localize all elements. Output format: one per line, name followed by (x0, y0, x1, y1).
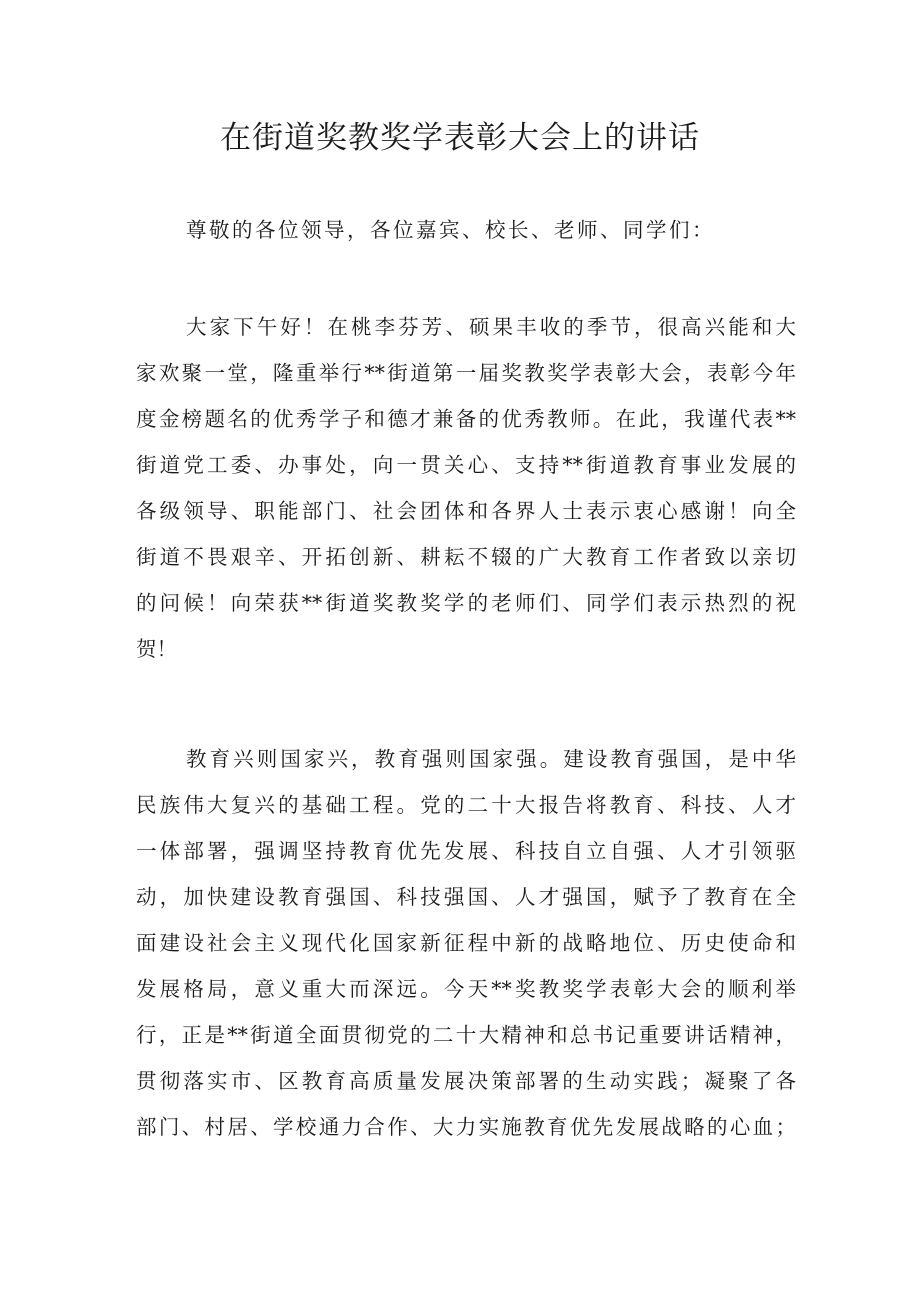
paragraph-1-line-8: 贺！ (136, 637, 177, 661)
paragraph-1-line-6: 街道不畏艰辛、开拓创新、耕耘不辍的广大教育工作者致以亲切 (136, 545, 796, 569)
paragraph-1-line-5: 各级领导、职能部门、社会团体和各界人士表示衷心感谢！向全 (136, 499, 796, 523)
paragraph-2-line-2: 民族伟大复兴的基础工程。党的二十大报告将教育、科技、人才 (136, 793, 796, 817)
paragraph-2-line-1: 教育兴则国家兴，教育强则国家强。建设教育强国，是中华 (186, 747, 796, 771)
paragraph-2-line-8: 贯彻落实市、区教育高质量发展决策部署的生动实践；凝聚了各 (136, 1069, 796, 1093)
paragraph-2-line-5: 面建设社会主义现代化国家新征程中新的战略地位、历史使命和 (136, 931, 796, 955)
document-title: 在街道奖教奖学表彰大会上的讲话 (220, 120, 700, 156)
paragraph-1-line-7: 的问候！向荣获**街道奖教奖学的老师们、同学们表示热烈的祝 (136, 591, 796, 615)
salutation: 尊敬的各位领导，各位嘉宾、校长、老师、同学们： (186, 218, 715, 242)
paragraph-1-line-1: 大家下午好！在桃李芬芳、硕果丰收的季节，很高兴能和大 (186, 315, 796, 339)
paragraph-2-line-6: 发展格局，意义重大而深远。今天**奖教奖学表彰大会的顺利举 (136, 977, 796, 1001)
paragraph-1-line-4: 街道党工委、办事处，向一贯关心、支持**街道教育事业发展的 (136, 453, 796, 477)
paragraph-1-line-3: 度金榜题名的优秀学子和德才兼备的优秀教师。在此，我谨代表** (136, 407, 796, 431)
paragraph-1-line-2: 家欢聚一堂，隆重举行**街道第一届奖教奖学表彰大会，表彰今年 (136, 361, 796, 385)
paragraph-2-line-4: 动，加快建设教育强国、科技强国、人才强国，赋予了教育在全 (136, 885, 796, 909)
paragraph-2-line-3: 一体部署，强调坚持教育优先发展、科技自立自强、人才引领驱 (136, 839, 796, 863)
paragraph-2-line-7: 行，正是**街道全面贯彻党的二十大精神和总书记重要讲话精神， (136, 1023, 796, 1047)
paragraph-2-line-9: 部门、村居、学校通力合作、大力实施教育优先发展战略的心血； (136, 1115, 796, 1139)
